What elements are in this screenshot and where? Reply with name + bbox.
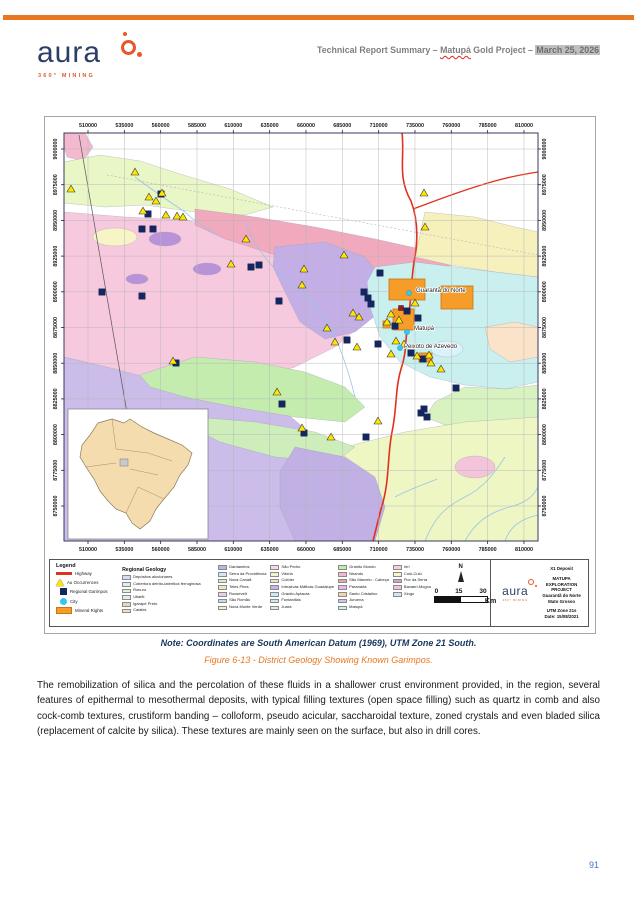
deposit-name: X1 Deposit xyxy=(550,566,573,572)
garimpo-square-marker xyxy=(368,301,374,307)
geology-unit xyxy=(270,585,334,590)
garimpo-square-marker xyxy=(392,323,398,329)
geology-unit xyxy=(218,565,266,570)
north-arrow-icon xyxy=(458,571,464,582)
geology-unit-swatch xyxy=(218,599,227,604)
au-occurrence-triangle-marker xyxy=(420,189,428,196)
y-axis-label-right: 8775000 xyxy=(542,459,548,481)
garimpo-square-marker xyxy=(453,385,459,391)
geology-unit-swatch xyxy=(122,595,131,600)
x-axis-label-bottom: 810000 xyxy=(514,547,533,553)
geology-unit xyxy=(122,602,214,607)
utm-zone: UTM Zone 21s xyxy=(546,608,577,614)
x-axis-label-top: 510000 xyxy=(79,123,97,129)
geology-unit-swatch xyxy=(393,585,402,590)
page-number: 91 xyxy=(588,860,599,870)
geology-unit xyxy=(122,608,214,613)
geology-unit xyxy=(270,578,334,583)
y-axis-label-left: 8850000 xyxy=(53,352,59,374)
geology-unit-label: Cuiú-Cuiú xyxy=(403,570,422,576)
scale-label-0: 0 xyxy=(434,588,439,595)
geology-unit xyxy=(338,585,389,590)
x-axis-label-bottom: 610000 xyxy=(224,547,243,553)
garimpo-square-marker xyxy=(139,293,145,299)
geology-unit-swatch xyxy=(218,585,227,590)
x-axis-label-top: 635000 xyxy=(260,123,279,129)
geology-unit-swatch xyxy=(338,585,347,590)
geology-unit xyxy=(122,582,214,587)
geology-unit xyxy=(122,588,214,593)
geology-unit-label: Roosevelt xyxy=(229,590,247,596)
figure-caption: Figure 6-13 - District Geology Showing Known Garimpos. xyxy=(204,655,433,665)
y-axis-label-right: 8925000 xyxy=(542,245,548,267)
geology-unit-label: Fontanillas xyxy=(281,597,301,603)
au-occurrence-triangle-marker xyxy=(353,343,361,350)
geology-unit-swatch xyxy=(338,579,347,584)
geology-unit xyxy=(218,598,266,603)
geology-unit-swatch xyxy=(270,599,279,604)
aura-logo-text: aura xyxy=(37,36,102,69)
y-axis-label-left: 8825000 xyxy=(53,388,59,410)
geology-unit-swatch xyxy=(218,579,227,584)
city-swatch-icon xyxy=(60,598,67,605)
regional-geology-title: Regional Geology xyxy=(122,567,167,573)
document-header-title xyxy=(180,45,600,55)
body-paragraph: The remobilization of silica and the percolation of these fluids in a shallower crust environment provided, in the region, several features of epithermal to mesothermal deposits, with typical filling textures (open space filling) such as quartz in comb and also cock-comb textures, crustiform banding – colloform, pseudo acicular, saccharoidal texture, zoned crystals and even bladed silica (replacement of calcite by silica). These textures are mainly seen on the surface, but also in drill cores. xyxy=(37,680,600,738)
au-occurrence-triangle-marker xyxy=(327,433,335,440)
geology-unit-label: São Pedro xyxy=(281,564,301,569)
y-axis-label-left: 8875000 xyxy=(53,317,59,338)
aura-logo-dot-icon xyxy=(123,32,127,36)
x-axis-label-top: 760000 xyxy=(442,123,461,129)
geology-unit-label: Dardanelos xyxy=(229,564,250,569)
geology-unit-swatch xyxy=(393,572,402,577)
title-mid: Gold Project – xyxy=(470,45,536,55)
x-axis-label-top: 560000 xyxy=(151,123,170,129)
y-axis-label-right: 8800000 xyxy=(542,424,548,446)
x-axis-label-top: 660000 xyxy=(296,123,315,129)
au-occurrence-triangle-marker xyxy=(179,213,187,220)
x-axis-label-bottom: 785000 xyxy=(478,547,497,553)
map-legend xyxy=(49,559,589,627)
garimpo-square-marker xyxy=(150,226,156,232)
geology-unit-swatch xyxy=(270,572,279,577)
geology-unit xyxy=(338,578,389,583)
y-axis-label-left: 8900000 xyxy=(53,281,59,303)
geology-unit-label: Santo Cristalino xyxy=(349,590,378,596)
garimpo-square-marker xyxy=(256,262,262,268)
garimpo-square-marker xyxy=(363,434,369,440)
legend-symbols-section xyxy=(50,560,122,626)
au-occurrence-triangle-marker xyxy=(162,211,170,218)
geology-unit xyxy=(338,592,389,597)
geology-unit-swatch xyxy=(270,592,279,597)
garimpo-square-marker xyxy=(139,226,145,232)
scale-label-30: 30 xyxy=(479,588,487,595)
x-axis-label-bottom: 560000 xyxy=(151,547,170,553)
garimpo-square-marker xyxy=(248,264,254,270)
geology-unit-label: Serra da Providência xyxy=(229,570,267,576)
x-axis-label-bottom: 510000 xyxy=(79,547,97,553)
legend-item xyxy=(56,588,120,595)
brazil-inset-map xyxy=(68,409,208,539)
geology-unit-label: Granito Mundo xyxy=(349,564,376,569)
legend-geology-section xyxy=(122,560,431,626)
mineral-swatch-icon xyxy=(56,607,72,614)
y-axis-label-left: 8750000 xyxy=(53,495,59,517)
y-axis-label-right: 8750000 xyxy=(542,495,548,517)
map-title-block xyxy=(490,560,588,626)
legend-item xyxy=(56,579,120,586)
geology-unit-label: Igarapé Preto xyxy=(133,600,158,606)
geology-unit xyxy=(393,572,431,577)
aura-logo xyxy=(37,26,157,86)
title-block-logo: aura 360° MINING xyxy=(493,584,537,602)
geology-unit-label: Colíder xyxy=(281,577,295,583)
legend-items xyxy=(56,571,120,614)
garimpo-square-marker xyxy=(365,295,371,301)
geology-unit xyxy=(122,575,214,580)
legend-item xyxy=(56,607,120,614)
y-axis-label-left: 9000000 xyxy=(53,138,59,160)
geology-unit-swatch xyxy=(338,592,347,597)
scale-bar xyxy=(431,588,497,605)
geology-unit-swatch xyxy=(270,565,279,570)
geology-unit xyxy=(393,578,431,583)
x-axis-label-bottom: 635000 xyxy=(260,547,279,553)
geology-column-3 xyxy=(270,563,334,626)
garimpo-square-marker xyxy=(404,308,410,314)
geology-unit xyxy=(393,585,431,590)
geology-unit-label: Iriri xyxy=(403,564,410,569)
geology-unit xyxy=(338,605,389,610)
y-axis-label-left: 8925000 xyxy=(53,245,59,267)
inset-highlight-square xyxy=(120,459,128,466)
geology-unit-swatch xyxy=(338,606,347,611)
district-geology-map-figure xyxy=(44,116,596,634)
geology-unit-label: Xingu xyxy=(403,590,415,596)
x-axis-label-bottom: 710000 xyxy=(369,547,388,553)
geology-unit-label: Intrusivas Máficas Guadalupe xyxy=(281,584,335,590)
project-name: MATUPA EXPLORATION PROJECT xyxy=(545,575,578,593)
geology-unit-label: Caiabis xyxy=(133,607,147,613)
geology-unit xyxy=(270,572,334,577)
garimpo-square-marker xyxy=(99,289,105,295)
geology-unit xyxy=(218,585,266,590)
town-label: Matupá xyxy=(414,326,435,332)
geology-unit xyxy=(270,592,334,597)
geology-unit-swatch xyxy=(218,565,227,570)
legend-item xyxy=(56,571,120,576)
geology-unit-label: São Romão xyxy=(229,597,251,603)
x-axis-label-top: 610000 xyxy=(224,123,243,129)
city-dot-marker xyxy=(406,290,411,295)
geology-map xyxy=(45,117,595,557)
geology-unit xyxy=(218,605,266,610)
north-label: N xyxy=(458,564,463,570)
map-date: Date: 15/08/2021 xyxy=(544,614,579,620)
geology-unit-label: Granito Apiacás xyxy=(281,590,310,596)
garimpo-square-marker xyxy=(361,289,367,295)
geology-unit-label: Teles Pires xyxy=(229,584,249,590)
geology-unit-label: Utiariti xyxy=(133,594,145,600)
x-axis-label-top: 685000 xyxy=(333,123,352,129)
x1-deposit-marker xyxy=(399,306,404,311)
title-prefix: Technical Report Summary – xyxy=(317,45,441,55)
geology-unit-label: Nova Canaã xyxy=(229,577,252,583)
aura-logo-tagline: 360° MINING xyxy=(38,73,95,79)
geology-unit-label: Depósitos aluvionares xyxy=(133,574,173,579)
garimpo-square-marker xyxy=(377,270,383,276)
y-axis-label-left: 8800000 xyxy=(53,424,59,446)
x-axis-label-bottom: 660000 xyxy=(296,547,315,553)
city-dot-marker xyxy=(404,329,409,334)
geology-unit-swatch xyxy=(122,589,131,594)
x-axis-label-top: 585000 xyxy=(187,123,206,129)
geology-unit-label: São Marcelo - Cabeça xyxy=(349,577,389,583)
legend-item-label: City xyxy=(70,598,78,604)
geology-unit xyxy=(218,592,266,597)
title-project-name: Matupá xyxy=(440,45,471,55)
au-occurrence-triangle-marker xyxy=(173,212,181,219)
geology-unit-swatch xyxy=(122,602,131,607)
y-axis-label-right: 8900000 xyxy=(542,281,548,303)
legend-item-label: Highway xyxy=(75,571,92,576)
geology-column-5 xyxy=(393,563,431,626)
geology-unit xyxy=(270,605,334,610)
legend-item-label: Au Occurrences xyxy=(67,579,99,585)
project-state: Mato Grosso xyxy=(548,598,576,604)
geology-unit xyxy=(338,572,389,577)
geology-unit-label: Paranaíta xyxy=(349,584,367,590)
garimpo-square-marker xyxy=(415,315,421,321)
geology-unit-swatch xyxy=(270,585,279,590)
geology-unit-swatch xyxy=(338,565,347,570)
geology-unit xyxy=(270,598,334,603)
y-axis-label-left: 8950000 xyxy=(53,209,59,231)
geology-unit xyxy=(122,595,214,600)
geology-unit-swatch xyxy=(338,599,347,604)
geology-unit-label: Juara xyxy=(281,604,292,610)
highway-swatch-icon xyxy=(56,572,72,574)
town-label: Peixoto de Azevedo xyxy=(404,344,458,350)
geology-unit-label: Nhandu xyxy=(349,570,364,576)
town-label: Guarantã do Norte xyxy=(416,288,466,294)
x-axis-label-top: 810000 xyxy=(514,123,533,129)
y-axis-label-right: 8975000 xyxy=(542,174,548,196)
legend-scale-section xyxy=(431,560,497,626)
legend-item-label: Regional Garimpos xyxy=(70,589,108,594)
y-axis-label-left: 8775000 xyxy=(53,459,59,481)
x-axis-label-bottom: 685000 xyxy=(333,547,352,553)
geology-unit-swatch xyxy=(122,582,131,587)
x-axis-label-bottom: 535000 xyxy=(115,547,134,553)
geology-unit xyxy=(218,578,266,583)
y-axis-label-right: 9000000 xyxy=(542,138,548,160)
geology-unit-swatch xyxy=(338,572,347,577)
garimpo-square-marker xyxy=(344,337,350,343)
geology-unit-label: Vitória xyxy=(281,570,293,576)
aura-logo-ring-icon xyxy=(121,40,136,55)
geology-unit-swatch xyxy=(393,592,402,597)
legend-item-label: Mineral Rights xyxy=(75,608,104,613)
scale-unit: Km xyxy=(484,598,497,605)
scale-label-15: 15 xyxy=(455,588,463,595)
y-axis-label-right: 8850000 xyxy=(542,352,548,374)
geology-unit xyxy=(393,592,431,597)
garimpo-square-marker xyxy=(276,298,282,304)
geology-unit-label: Juruena xyxy=(349,597,364,603)
geology-unit-swatch xyxy=(393,565,402,570)
triangle-swatch-icon xyxy=(56,579,64,586)
x-axis-label-top: 735000 xyxy=(405,123,424,129)
aura-logo-dot-icon xyxy=(137,52,142,57)
y-axis-label-right: 8875000 xyxy=(542,317,548,338)
y-axis-label-right: 8950000 xyxy=(542,209,548,231)
y-axis-label-right: 8825000 xyxy=(542,388,548,410)
city-dot-marker xyxy=(397,345,402,350)
garimpo-square-marker xyxy=(279,401,285,407)
geology-unit-label: Nova Monte Verde xyxy=(229,604,263,610)
x-axis-label-bottom: 735000 xyxy=(405,547,424,553)
x-axis-label-top: 710000 xyxy=(369,123,388,129)
geology-unit-swatch xyxy=(218,606,227,611)
geology-column-1 xyxy=(122,563,214,626)
header-accent-bar xyxy=(3,15,634,20)
project-town: Guarantã do Norte xyxy=(542,593,581,598)
geology-unit-label: Ronuro xyxy=(133,587,147,593)
garimpo-square-marker xyxy=(424,414,430,420)
geology-unit-label: Flor da Serra xyxy=(403,577,428,583)
geology-column-4 xyxy=(338,563,389,626)
x-axis-label-top: 785000 xyxy=(478,123,497,129)
garimpo-square-marker xyxy=(375,341,381,347)
geology-unit-swatch xyxy=(122,575,131,580)
geology-unit-swatch xyxy=(218,592,227,597)
geology-unit-swatch xyxy=(122,609,131,614)
geology-unit xyxy=(338,598,389,603)
garimpo-square-marker xyxy=(421,406,427,412)
geology-column-2 xyxy=(218,563,266,626)
geology-unit xyxy=(218,572,266,577)
geology-unit-label: Bacaeri-Mogno xyxy=(403,584,432,590)
x-axis-label-bottom: 760000 xyxy=(442,547,461,553)
au-occurrence-triangle-marker xyxy=(374,417,382,424)
geology-unit-label: Cobertura detrito-laterítica ferruginosa xyxy=(133,580,201,586)
legend-title: Legend xyxy=(56,563,76,569)
x-axis-label-bottom: 585000 xyxy=(187,547,206,553)
geology-unit-swatch xyxy=(218,572,227,577)
x-axis-label-top: 535000 xyxy=(115,123,134,129)
geology-unit-swatch xyxy=(270,606,279,611)
geology-unit-swatch xyxy=(393,579,402,584)
geology-unit-swatch xyxy=(270,579,279,584)
garimpo-square-marker xyxy=(408,350,414,356)
legend-item xyxy=(56,598,120,605)
geology-unit xyxy=(270,565,334,570)
square-swatch-icon xyxy=(60,588,67,595)
map-note: Note: Coordinates are South American Datum (1969), UTM Zone 21 South. xyxy=(160,638,477,648)
title-date-highlighted: March 25, 2026 xyxy=(536,45,599,55)
geology-unit xyxy=(393,565,431,570)
geology-unit xyxy=(338,565,389,570)
y-axis-label-left: 8975000 xyxy=(53,174,59,196)
geology-unit-label: Matupá xyxy=(349,604,363,610)
